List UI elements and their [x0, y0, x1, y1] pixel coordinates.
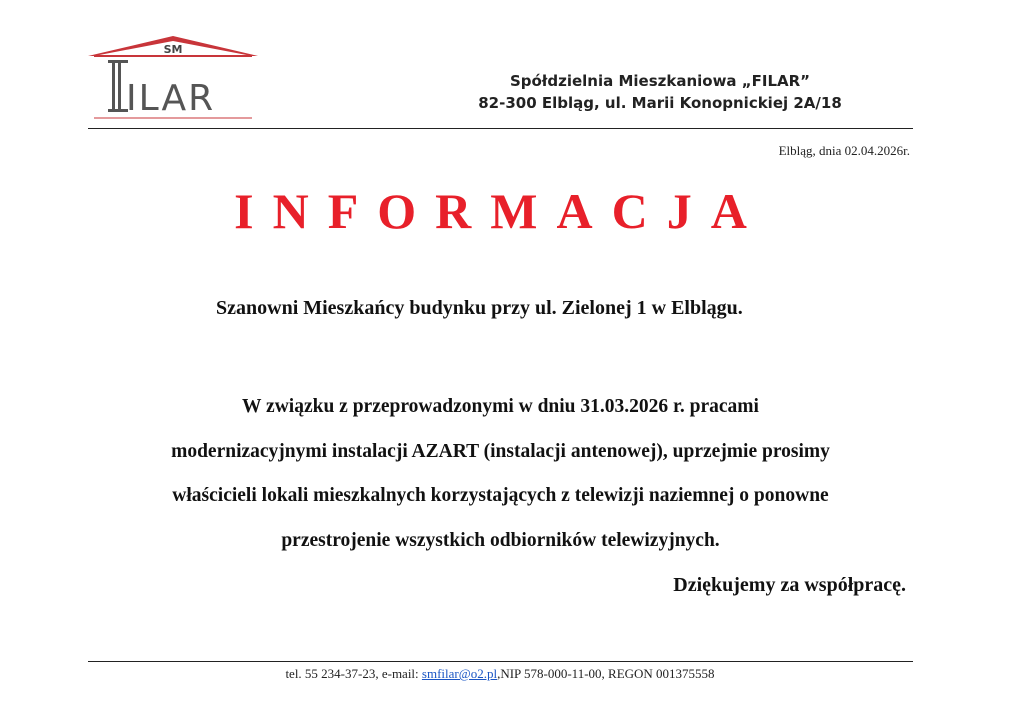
organization-address: 82-300 Elbląg, ul. Marii Konopnickiej 2A/18 [478, 94, 842, 112]
footer-registry: ,NIP 578-000-11-00, REGON 001375558 [497, 666, 715, 681]
email-link[interactable]: smfilar@o2.pl [421, 666, 498, 681]
body-line: W związku z przeprowadzonymi w dniu 31.03.2026 r. pracami [242, 396, 759, 417]
filar-logo-graphic [88, 34, 258, 120]
organization-header [420, 70, 900, 114]
body-line: właścicieli lokali mieszkalnych korzystających z telewizji naziemnej o ponowne [172, 485, 829, 506]
body-line: modernizacyjnymi instalacji AZART (instalacji antenowej), uprzejmie prosimy [171, 440, 830, 462]
logo-sm-text: SM [163, 43, 183, 56]
date-line: Elbląg, dnia 02.04.2026r. [778, 143, 910, 158]
footer-phone: tel. 55 234-37-23, e-mail: [285, 666, 422, 681]
footer [0, 666, 1000, 682]
logo-filar-text: ILAR [126, 78, 216, 119]
closing-line: Dziękujemy za współpracę. [673, 574, 906, 596]
body-text [88, 385, 913, 563]
body-line: przestrojenie wszystkich odbiorników telewizyjnych. [281, 529, 720, 551]
filar-logo [88, 34, 258, 120]
header-divider [88, 128, 913, 129]
greeting: Szanowni Mieszkańcy budynku przy ul. Zielonej 1 w Elblągu. [216, 297, 743, 319]
document-title: INFORMACJA [234, 183, 766, 239]
footer-divider [88, 661, 913, 662]
organization-name: Spółdzielnia Mieszkaniowa „FILAR” [509, 72, 811, 90]
